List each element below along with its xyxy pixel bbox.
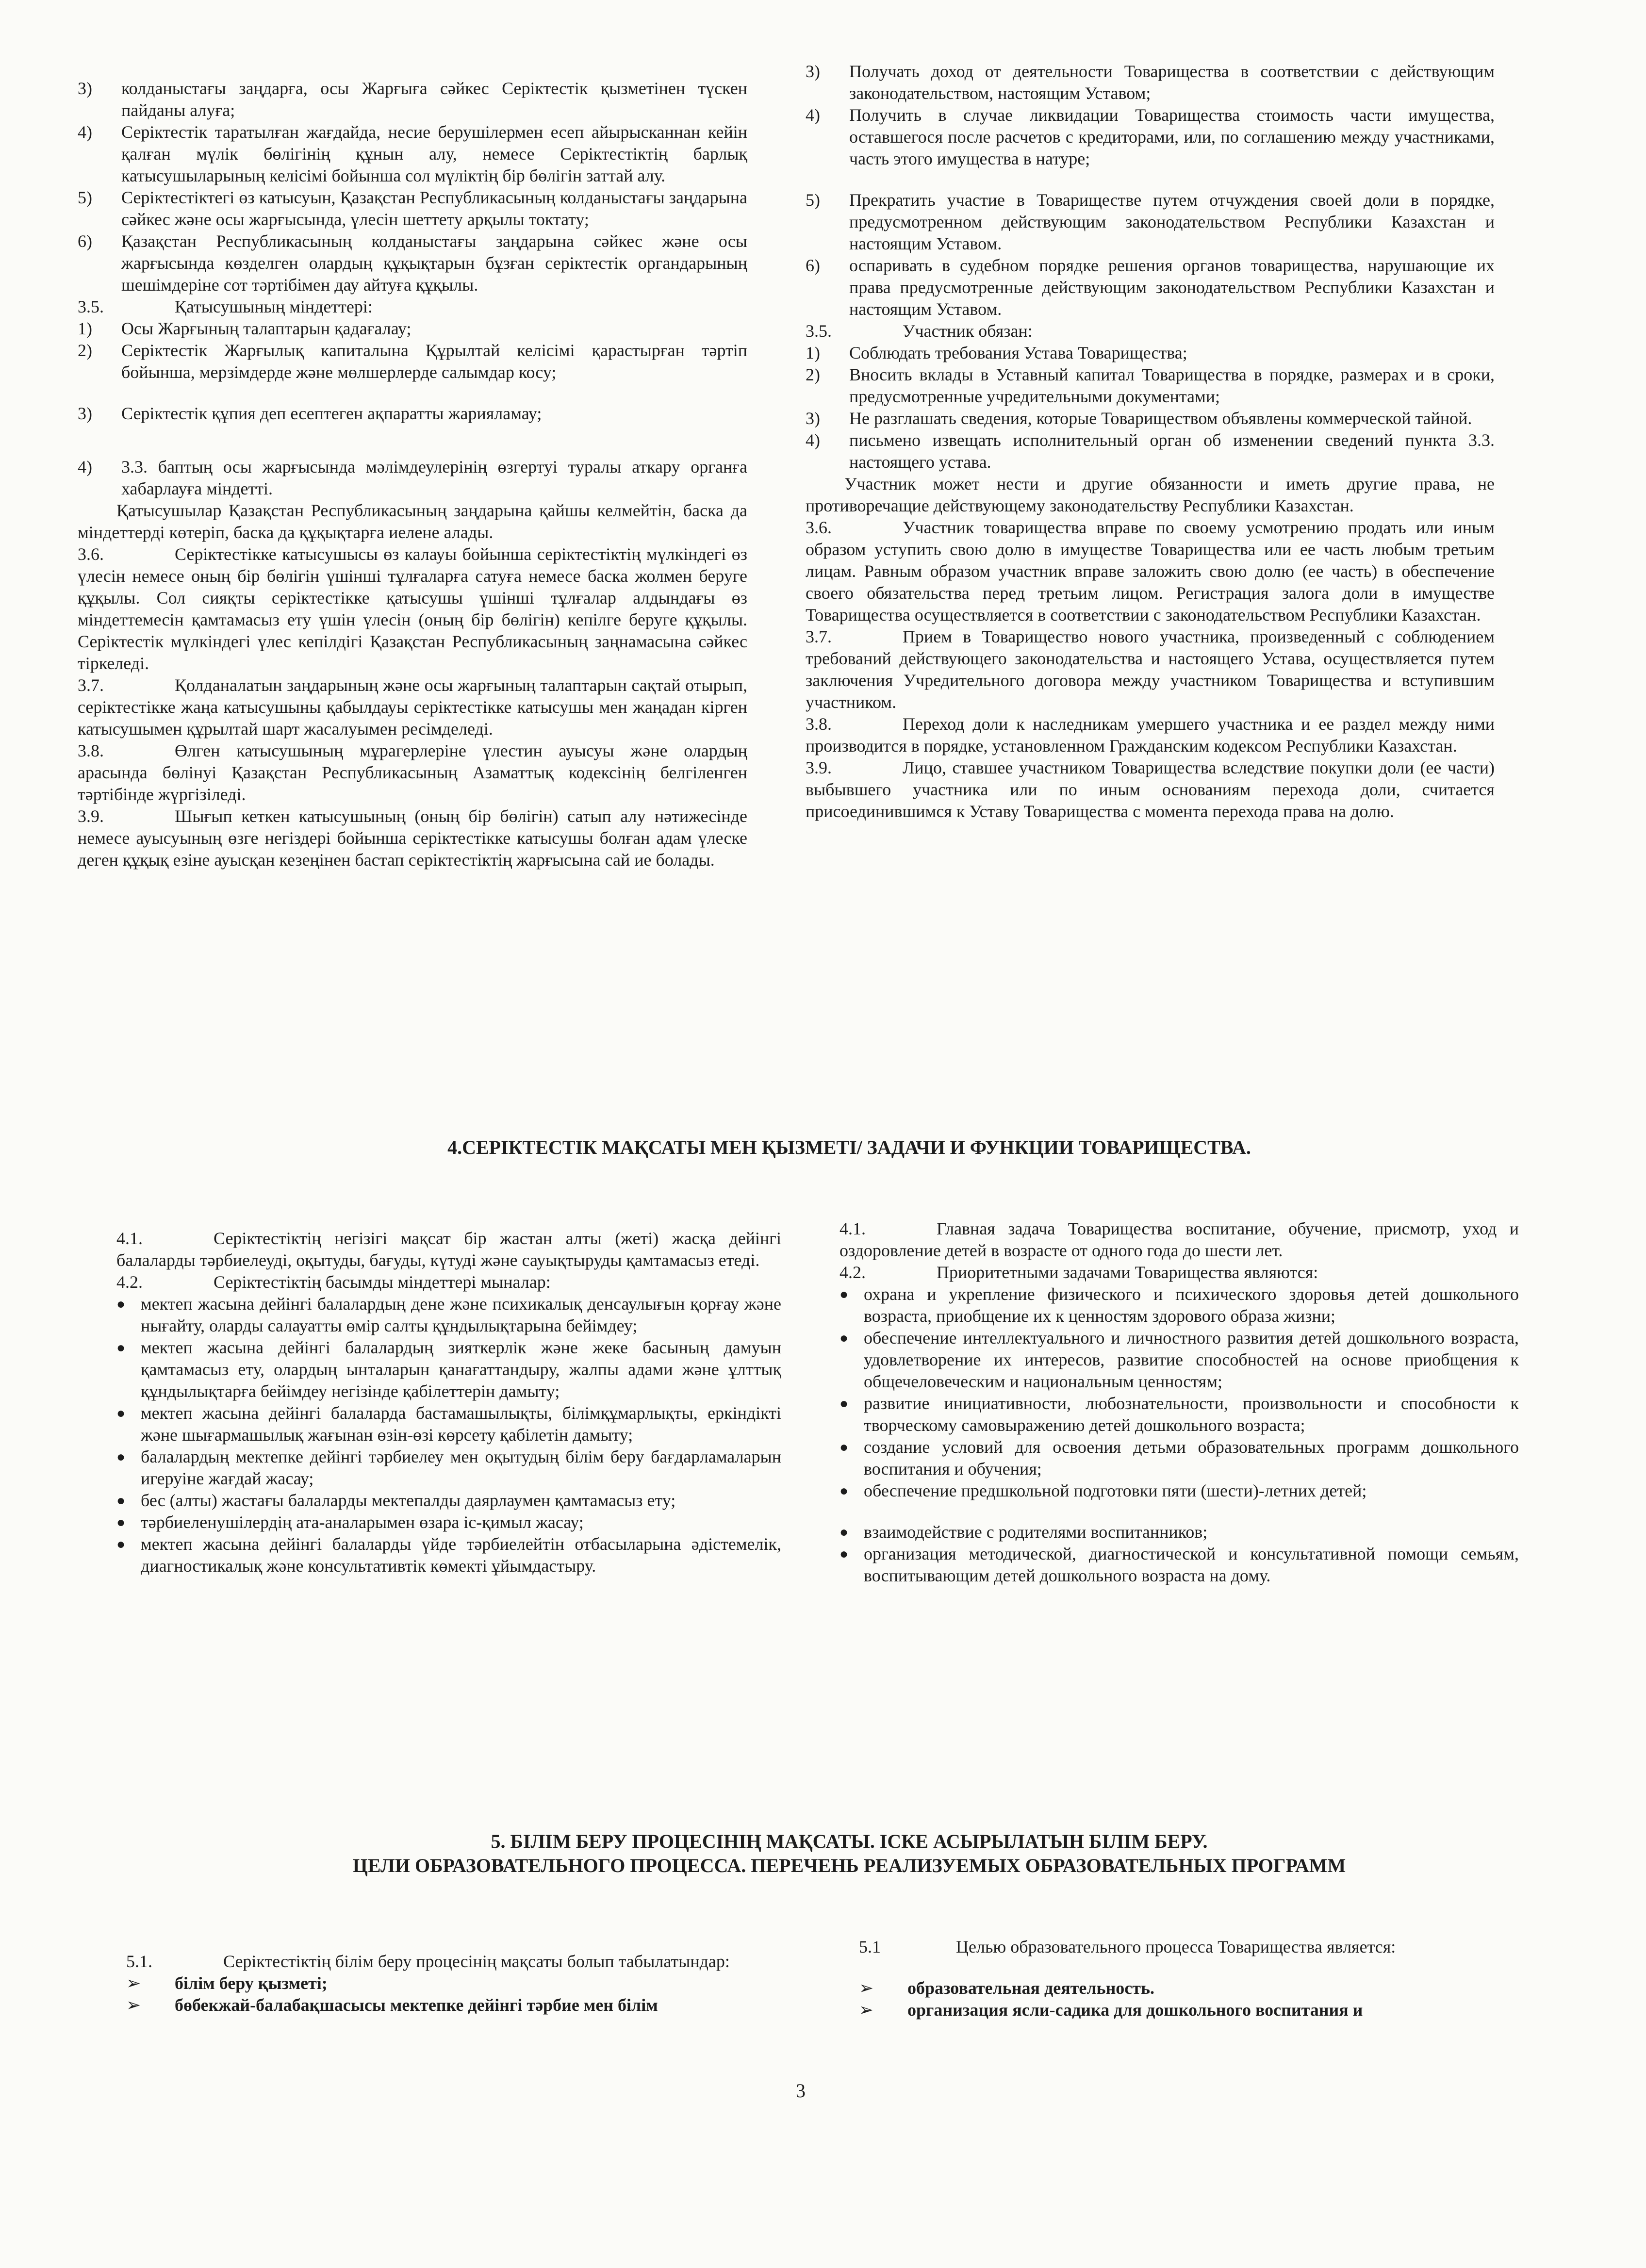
section-5-heading-ru: ЦЕЛИ ОБРАЗОВАТЕЛЬНОГО ПРОЦЕССА. ПЕРЕЧЕНЬ РЕАЛИЗУЕМЫХ ОБРАЗОВАТЕЛЬНЫХ ПРОГРАММ [352, 1855, 1346, 1876]
section-5-heading [146, 1829, 1553, 1878]
list-item: ● бес (алты) жастағы балаларды мектепалды даярлаумен қамтамасыз ету; [116, 1491, 676, 1510]
kz-section5-column [126, 1951, 801, 2016]
list-item: 2) Серіктестік Жарғылық капиталына Құрылтай келісімі қарастырған тәртіп бойынша, мерзімдерде және мөлшерлерде салымдар косу; [78, 341, 747, 382]
clause-4-2: 4.2. Серіктестіктің басымды міндеттері мыналар: [116, 1272, 551, 1292]
clause-3-8: 3.8. Өлген катысушының мұрагерлеріне үлестин ауысуы және олардың арасында бөлінуі Қазақстан Республикасының Азаматтық кодексінің белгіленген тәртібінде жүргізіледі. [78, 741, 747, 804]
clause-5-1: 5.1 Целью образовательного процесса Товарищества является: [859, 1937, 1396, 1956]
list-item: 3) колданыстағы заңдарға, осы Жарғыға сәйкес Серіктестік қызметінен түскен пайданы алуға; [78, 79, 747, 120]
list-item: ➢ бөбекжай-балабақшасысы мектепке дейінгі тәрбие мен білім [126, 1995, 658, 2015]
page-number: 3 [796, 2080, 806, 2102]
list-item: ➢ образовательная деятельность. [859, 1978, 1155, 1998]
clause-4-2: 4.2. Приоритетными задачами Товарищества являются: [839, 1263, 1318, 1282]
clause-3-5-title: 3.5. Участник обязан: [806, 321, 1033, 341]
clause-3-5-extra: Қатысушылар Қазақстан Республикасының заңдарына қайшы келмейтін, баска да міндеттерді көтеріп, баска да құқықтарға иеленe алады. [78, 501, 747, 542]
list-item: 6) Қазақстан Республикасының колданыстағы заңдарына сәйкес және осы жарғысында көзделген олардың құқықтарын бұзған серіктестік органдарының шешімдеріне сот тәртібімен дау айтуға құқылы. [78, 231, 747, 295]
list-item: 4) 3.3. баптың осы жарғысында мәлімдеулерінің өзгертуі туралы аткару органға хабарлауға міндетті. [78, 457, 747, 498]
list-item: 2) Вносить вклады в Уставный капитал Товарищества в порядке, размерах и в сроки, предусмотренные учредительными документами; [806, 365, 1495, 406]
clause-3-8: 3.8. Переход доли к наследникам умершего участника и ее раздел между ними производится в порядке, установленном Гражданским кодексом Республики Казахстан. [806, 714, 1495, 756]
clause-3-9: 3.9. Лицо, ставшее участником Товарищества вследствие покупки доли (ее части) выбывшего участника или по иным основаниям перехода доли, считается присоединившимся к Уставу Товарищества с момента перехода права на долю. [806, 758, 1495, 821]
kz-section4-column [116, 1228, 781, 1577]
list-item: ● тәрбиеленушілердің ата-аналарымен өзара іс-қимыл жасау; [116, 1512, 584, 1532]
clause-3-5-title: 3.5. Қатысушының міндеттері: [78, 297, 373, 316]
list-item: ● обеспечение предшкольной подготовки пяти (шести)-летних детей; [839, 1481, 1367, 1500]
list-item: 3) Не разглашать сведения, которые Товариществом объявлены коммерческой тайной. [806, 409, 1472, 428]
list-item: 6) оспаривать в судебном порядке решения органов товарищества, нарушающие их права предусмотренные действующим законодательством Республики Казахстан и настоящим Уставом. [806, 256, 1495, 319]
list-item: ● мектеп жасына дейінгі балалардың зияткерлік және жеке басының дамуын қамтамасыз ету, олардың ынталарын қанағаттандыру, жалпы адами және ұлттық құндылықтарға бейімдеу негізінде қабілеттерін дамыту; [116, 1338, 781, 1401]
list-item: 5) Серіктестіктегі өз катысуын, Қазақстан Республикасының колданыстағы заңдарына сәйкес және осы жарғысында, үлесін шеттету арқылы токтату; [78, 188, 747, 229]
kz-section3-column [78, 78, 747, 871]
list-item: ● обеспечение интеллектуального и личностного развития детей дошкольного возраста, удовлетворение их интересов, развитие способностей на основе приобщения к общечеловеческим и национальным ценностям; [839, 1328, 1519, 1391]
list-item: 1) Соблюдать требования Устава Товарищества; [806, 343, 1187, 362]
list-item: ● балалардың мектепке дейінгі тәрбиелеу мен оқытудың білім беру бағдарламаларын игеруіне жағдай жасау; [116, 1447, 781, 1488]
clause-4-1: 4.1. Серіктестіктің негізігі мақсат бір жастан алты (жеті) жасқа дейінгі балаларды тәрбиелеуді, оқытуды, бағуды, күтуді және сауықтыруды қамтамасыз етеді. [116, 1229, 781, 1270]
list-item: ➢ білім беру қызметі; [126, 1973, 328, 1993]
list-item: 4) Получить в случае ликвидации Товарищества стоимость части имущества, оставшегося после расчетов с кредиторами, или, по соглашению между участниками, часть этого имущества в натуре; [806, 105, 1495, 168]
list-item: ● развитие инициативности, любознательности, произвольности и способности к творческому самовыражению детей дошкольного возраста; [839, 1394, 1519, 1435]
clause-3-5-extra: Участник может нести и другие обязанности и иметь другие права, не противоречащие действующему законодательству Республики Казахстан. [806, 474, 1495, 515]
list-item: ● мектеп жасына дейінгі балаларды үйде тәрбиелейтін отбасыларына әдістемелік, диагностикалық және консультативтік көмекті ұйымдастыру. [116, 1534, 781, 1576]
list-item: ● мектеп жасына дейінгі балалардың дене және психикалық денсаулығын қорғау және нығайту, оларды салауатты өмір салты құндылықтарына бейімдеу; [116, 1294, 781, 1335]
list-item: 3) Серіктестік құпия деп есептеген ақпаратты жарияламау; [78, 404, 542, 423]
ru-section3-column [806, 61, 1495, 822]
clause-3-9: 3.9. Шығып кеткен катысушының (оның бір бөлігін) сатып алу нәтижесінде немесе ауысуының өзге негіздері бойынша серіктестікке катысушы болған адам үлеске деген құқық езіне ауысқан кезеңінен бастап серіктестіктің жарғысына сай ие болады. [78, 806, 747, 870]
ru-section5-column [859, 1936, 1529, 2021]
list-item: ● взаимодействие с родителями воспитанников; [839, 1522, 1208, 1542]
list-item: ● мектеп жасына дейінгі балаларда бастамашылықты, білімқұмарлықты, еркіндікті және шығармашылық жағынан өзін-өзі көрсету қабілетін дамыту; [116, 1403, 781, 1445]
ru-section4-column [839, 1218, 1519, 1587]
list-item: ➢ организация ясли-садика для дошкольного воспитания и [859, 2000, 1363, 2020]
list-item: 4) Серіктестік таратылған жағдайда, несие берушілермен есеп айырысканнан кейін қалған мүлік бөлігінің құнын алу, немесе Серіктестіктің барлық катысушыларының келісімі бойынша сол мүліктің бір бөлігін заттай алу. [78, 122, 747, 185]
list-item: ● организация методической, диагностической и консультативной помощи семьям, воспитывающим детей дошкольного возраста на дому. [839, 1544, 1519, 1585]
clause-3-7: 3.7. Қолданалатын заңдарының және осы жарғының талаптарын сақтай отырып, серіктестікке жаңа катысушыны қабылдауы серіктестікке катысушы мен жаңадан кірген катысушымен құрылтай шарт жасалуымен ресімделеді. [78, 675, 747, 739]
section-4-heading: 4.СЕРІКТЕСТІК МАҚСАТЫ МЕН ҚЫЗМЕТІ/ ЗАДАЧИ И ФУНКЦИИ ТОВАРИЩЕСТВА. [447, 1136, 1251, 1158]
list-item: 1) Осы Жарғының талаптарын қадағалау; [78, 319, 412, 338]
clause-3-6: 3.6. Серіктестікке катысушысы өз калауы бойынша серіктестіктің мүлкіндегі өз үлесін немесе оның бір бөлігін үшінші тұлғаларға сатуға немесе баска жолмен беруге құқылы. Сол сияқты серіктестікке қатысушы үшінші тұлғалар алдындағы өз міндеттемесін қамтамасыз ету үшін үлесін (оның бір бөлігін) кепілге беруге құқылы. Серіктестік мүлкіндегі үлес кепілдігі Қазақстан Республикасының заңнамасына сәйкес тіркеледі. [78, 544, 747, 673]
clause-5-1: 5.1. Серіктестіктің білім беру процесінің мақсаты болып табылатындар: [126, 1952, 730, 1971]
section-5-heading-kz: 5. БІЛІМ БЕРУ ПРОЦЕСІНІҢ МАҚСАТЫ. ІСКЕ АСЫРЫЛАТЫН БІЛІМ БЕРУ. [491, 1830, 1208, 1852]
list-item: ● создание условий для освоения детьми образовательных программ дошкольного воспитания и обучения; [839, 1437, 1519, 1479]
clause-3-6: 3.6. Участник товарищества вправе по своему усмотрению продать или иным образом уступить свою долю в имуществе Товарищества или ее часть любым третьим лицам. Равным образом участник вправе заложить свою долю (ее часть) в обеспечение своего обязательства перед третьим лицом. Регистрация залога доли в имуществе Товарищества осуществляется в соответствии с законодательством Республики Казахстан. [806, 518, 1495, 625]
list-item: ● охрана и укрепление физического и психического здоровья детей дошкольного возраста, приобщение их к ценностям здорового образа жизни; [839, 1284, 1519, 1326]
list-item: 4) письмено извещать исполнительный орган об изменении сведений пункта 3.3. настоящего устава. [806, 430, 1495, 472]
list-item: 5) Прекратить участие в Товариществе путем отчуждения своей доли в порядке, предусмотренном действующим законодательством Республики Казахстан и настоящим Уставом. [806, 190, 1495, 253]
list-item: 3) Получать доход от деятельности Товарищества в соответствии с действующим законодательством, настоящим Уставом; [806, 62, 1495, 103]
clause-3-7: 3.7. Прием в Товарищество нового участника, произведенный с соблюдением требований действующего законодательства и настоящего Устава, осуществляется путем заключения Учредительного договора между участником Товарищества и вступившим участником. [806, 627, 1495, 712]
clause-4-1: 4.1. Главная задача Товарищества воспитание, обучение, присмотр, уход и оздоровление детей в возрасте от одного года до шести лет. [839, 1219, 1519, 1260]
